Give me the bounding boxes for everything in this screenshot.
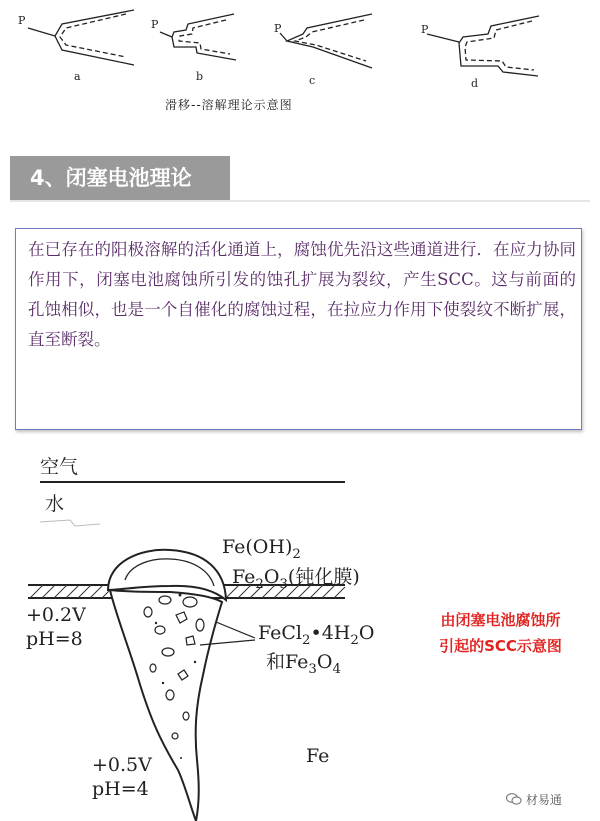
passive-film-note: (钝化膜) [287, 566, 360, 588]
metal-label: Fe [306, 745, 330, 767]
magnetite-subscript-2: 4 [332, 661, 341, 677]
iron-oxide-subscript-2: 3 [279, 576, 288, 592]
iron-oxide-o: O [263, 566, 280, 588]
ferrous-chloride-o: O [358, 622, 375, 644]
water-label: 水 [45, 493, 65, 515]
magnetite-fe: 和Fe [266, 651, 309, 673]
iron-hydroxide-text: Fe(OH) [222, 536, 293, 558]
scc-figure-caption [413, 607, 588, 659]
slip-figure-caption: 滑移--溶解理论示意图 [165, 98, 293, 112]
iron-oxide-fe: Fe [232, 566, 256, 588]
bottom-ph-label: pH=4 [92, 778, 149, 800]
iron-hydroxide-subscript: 2 [292, 546, 301, 562]
passive-film-label [232, 562, 360, 592]
iron-hydroxide-label [222, 536, 301, 562]
top-ph-label: pH=8 [26, 628, 83, 650]
explanation-text: 在已存在的阳极溶解的活化通道上，腐蚀优先沿这些通道进行．在应力协同作用下，闭塞电池腐蚀所引发的蚀孔扩展为裂纹，产生SCC。这与前面的孔蚀相似，也是一个自催化的腐蚀过程，在拉应力作用下使裂纹不断扩展，直至断裂。 [28, 240, 576, 349]
watermark [506, 791, 562, 808]
point-label-c: P [274, 22, 282, 35]
ferrous-chloride-label [258, 622, 374, 648]
point-label-a: P [18, 14, 26, 27]
panel-label-c: c [309, 74, 316, 87]
ferrous-chloride-hydrate: •4H [310, 622, 351, 644]
panel-label-a: a [74, 70, 81, 83]
wechat-icon [506, 793, 522, 808]
ferrous-chloride-fecl: FeCl [258, 622, 303, 644]
magnetite-label [266, 647, 341, 677]
magnetite-subscript-1: 3 [308, 661, 317, 677]
watermark-text: 材易通 [525, 793, 562, 807]
magnetite-o: O [316, 651, 333, 673]
panel-label-d: d [471, 77, 479, 90]
iron-oxide-subscript-1: 2 [255, 576, 264, 592]
ferrous-chloride-subscript-1: 2 [302, 632, 311, 648]
top-potential-label: +0.2V [26, 604, 86, 626]
point-label-d: P [421, 23, 429, 36]
section-title: 4、闭塞电池理论 [30, 166, 192, 190]
point-label-b: P [151, 18, 159, 31]
section-divider [10, 200, 590, 202]
panel-label-b: b [196, 70, 204, 83]
slip-dissolution-diagram [0, 0, 600, 120]
scc-caption-line-1: 由闭塞电池腐蚀所 [440, 611, 561, 629]
bottom-potential-label: +0.5V [92, 754, 152, 776]
ferrous-chloride-subscript-2: 2 [350, 632, 359, 648]
scc-caption-line-2: 引起的SCC示意图 [439, 637, 562, 655]
air-label: 空气 [40, 456, 79, 478]
